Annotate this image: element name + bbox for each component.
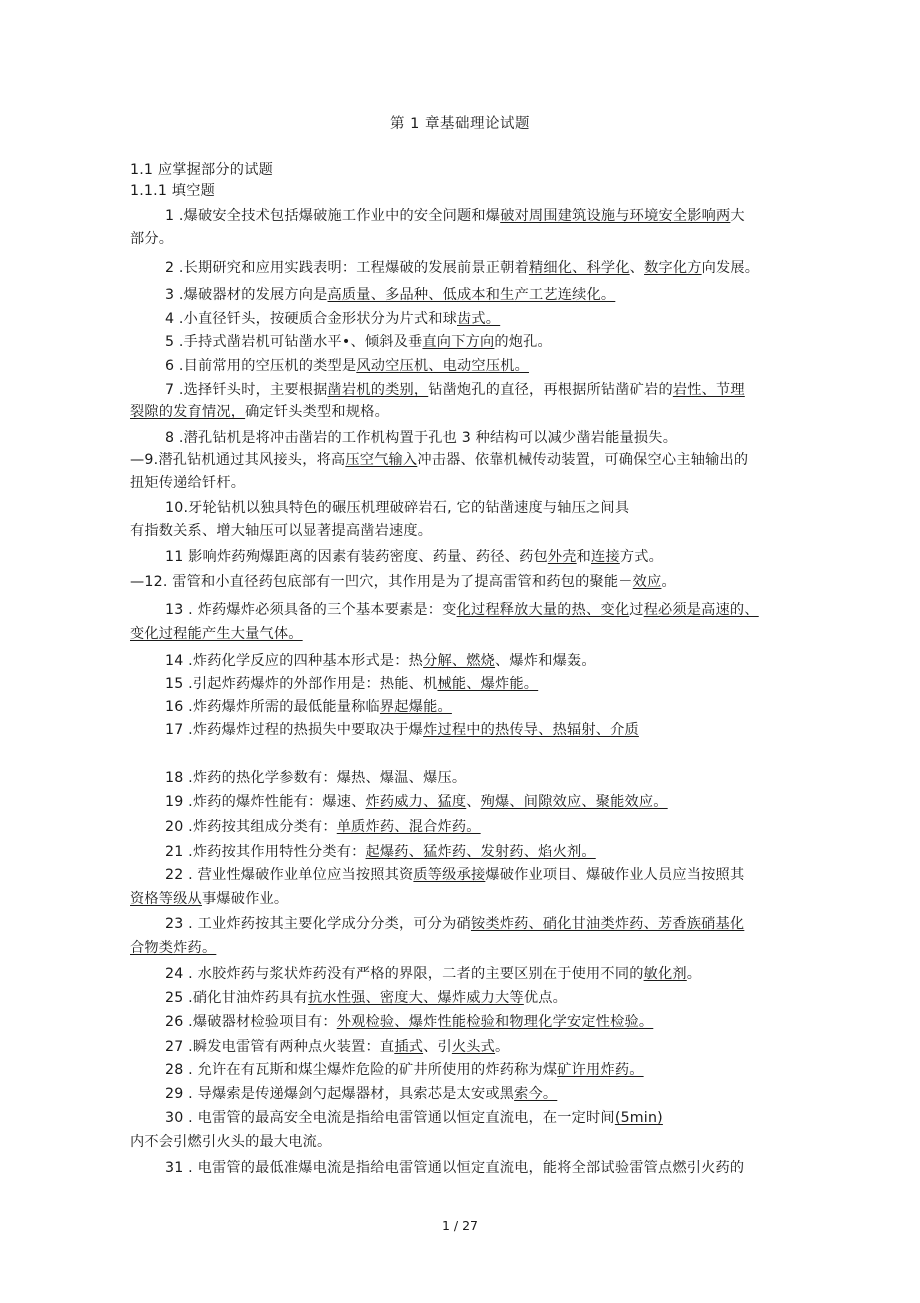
line-text: 21 .炸药按其作用特性分类有：: [165, 844, 366, 860]
line-text: 、: [629, 260, 645, 276]
question-line: [130, 402, 389, 422]
answer-underline: 矿许用炸药。: [557, 1062, 644, 1078]
answer-underline: 分解、燃烧: [423, 653, 496, 669]
line-text: 、爆炸和爆轰。: [495, 653, 596, 669]
line-text: 优点。: [523, 990, 567, 1006]
line-text: 14 .炸药化学反应的四种基本形式是：热: [165, 653, 424, 669]
answer-underline: 械能、爆炸能。: [437, 676, 539, 692]
answer-underline: 齿式。: [457, 311, 501, 327]
line-text: 8 .潜孔钻机是将冲击凿岩的工作机构置于孔也 3 种结构可以减少凿岩能量损失。: [165, 430, 678, 446]
question-line: [165, 842, 596, 862]
line-text: 29 . 导爆索是传递爆剑勺起爆器材，具索芯是太安或黑: [165, 1086, 515, 1102]
answer-underline: 炸过程中的热传导、热辐射、介质: [423, 722, 639, 738]
answer-underline: 外观检验、爆炸性能检验和物理化学安定性检验。: [336, 1014, 654, 1030]
line-text: 22 . 营业性爆破作业单位应当按照其资: [165, 867, 414, 883]
answer-underline: 岩性、节理: [672, 382, 745, 398]
question-line: [165, 206, 745, 226]
answer-underline: 单质炸药、混合炸药。: [336, 819, 481, 835]
line-text: 18 .炸药的热化学参数有：爆热、爆温、爆压。: [165, 770, 467, 786]
line-text: 1.1.1 填空题: [130, 183, 215, 199]
line-text: 17 .炸药爆炸过程的热损失中要取决于爆: [165, 722, 424, 738]
answer-underline: 起爆药、猛炸药、发射药、焰火剂。: [365, 844, 596, 860]
answer-underline: 效应: [632, 574, 662, 590]
line-text: 25 .硝化甘油炸药具有: [165, 990, 308, 1006]
line-text: 11 影响炸药殉爆距离的因素有装药密度、药量、药径、药包: [165, 549, 548, 565]
line-text: 24 . 水胶炸药与浆状炸药没有严格的界限，二者的主要区别在于使用不同的: [165, 966, 644, 982]
line-text: 2 .长期研究和应用实践表明：工程爆破的发展前景正朝着: [165, 260, 529, 276]
answer-underline: 铵类炸药、硝化甘油类炸药、芳香族硝基化: [470, 916, 745, 932]
question-line: [165, 914, 744, 934]
question-line: [130, 938, 216, 958]
line-text: 28 . 允许在有瓦斯和煤尘爆炸危险的矿井所使用的炸药称为煤: [165, 1062, 558, 1078]
question-line: [165, 380, 745, 400]
question-line: [165, 697, 452, 717]
line-text: 6 .目前常用的空压机的类型是: [165, 358, 357, 374]
answer-underline: 直向下方向: [422, 334, 495, 350]
line-text: 有指数关系、增大轴压可以显著提高凿岩速度。: [130, 523, 433, 539]
line-text: 15 .引起炸药爆炸的外部作用是：热能、机: [165, 676, 438, 692]
line-text: 。: [495, 1039, 510, 1055]
answer-underline: 火头式: [451, 1039, 496, 1055]
answer-underline: 凿岩机的类别，: [327, 382, 429, 398]
question-line: [165, 1108, 663, 1128]
question-line: [165, 768, 466, 788]
line-text: 30 . 电雷管的最高安全电流是指给电雷管通以恒定直流电，在一定时间: [165, 1110, 615, 1126]
question-line: [130, 450, 748, 470]
line-text: 方式。: [619, 549, 663, 565]
line-text: 4 .小直径钎头，按硬质合金形状分为片式和球: [165, 311, 458, 327]
section-heading: [130, 160, 273, 180]
line-text: 5 .手持式凿岩机可钻凿水平•、倾斜及垂: [165, 334, 423, 350]
line-text: 爆破作业项目、爆破作业人员应当按照其: [485, 867, 745, 883]
line-text: 扭矩传递给钎杆。: [130, 475, 246, 491]
line-text: 冲击器、依靠机械传动装置，可确保空心主轴输出的: [417, 452, 749, 468]
answer-underline: 敏化剂: [643, 966, 687, 982]
line-text: 。: [686, 966, 702, 982]
answer-underline: 抗水性强、密度大、爆炸威力大等: [307, 990, 524, 1006]
answer-underline: 化过程释放大量的热、变化: [456, 602, 630, 618]
line-text: 1.1 应掌握部分的试题: [130, 162, 273, 178]
question-line: [165, 988, 567, 1008]
page-number: 1 / 27: [441, 1218, 479, 1233]
line-text: 事爆破作业。: [201, 891, 289, 907]
answer-underline: 数字化方: [644, 260, 702, 276]
line-text: 3 .爆破器材的发展方向是: [165, 287, 328, 303]
answer-underline: 高质量、多品种、低成本和生产工艺连续化。: [327, 287, 616, 303]
line-text: 27 .瞬发电雷管有两种点火装置：直: [165, 1039, 395, 1055]
line-text: —12. 雷管和小直径药包底部有一凹穴，其作用是为了提高雷管和药包的聚能－: [130, 574, 633, 590]
answer-underline: 精细化、科学化: [528, 260, 630, 276]
answer-underline: 界起爆能。: [379, 699, 452, 715]
question-line: [130, 229, 173, 249]
question-line: [165, 547, 663, 567]
question-line: [130, 473, 245, 493]
line-text: 大: [730, 208, 745, 224]
question-line: [165, 792, 668, 812]
question-line: [165, 332, 552, 352]
answer-underline: 质等级承接: [413, 867, 486, 883]
question-line: [165, 964, 701, 984]
line-text: 1 .爆破安全技术包括爆破施工作业中的安全问题和爆: [165, 208, 501, 224]
question-line: [165, 1012, 653, 1032]
line-text: 31 . 电雷管的最低准爆电流是指给电雷管通以恒定直流电，能将全部试验雷管点燃引火药的: [165, 1160, 745, 1176]
answer-underline: 程必须是高速的、: [643, 602, 759, 618]
answer-underline: 索今。: [514, 1086, 558, 1102]
line-text: 过: [629, 602, 644, 618]
subsection-heading: [130, 181, 215, 201]
question-line: [165, 817, 481, 837]
line-text: 26 .爆破器材检验项目有：: [165, 1014, 337, 1030]
answer-underline: 炸药威力、猛度: [365, 794, 467, 810]
line-text: 、: [466, 794, 481, 810]
answer-underline: 合物类炸药。: [130, 940, 217, 956]
line-text: —9.潜孔钻机通过其风接头，将高: [130, 452, 346, 468]
line-text: 确定钎头类型和规格。: [245, 404, 389, 420]
question-line: [165, 1060, 644, 1080]
line-text: 部分。: [130, 231, 174, 247]
line-text: 的炮孔。: [494, 334, 552, 350]
question-line: [165, 258, 759, 278]
line-text: 19 .炸药的爆炸性能有：爆速、: [165, 794, 366, 810]
question-line: [165, 1084, 557, 1104]
line-text: 10.牙轮钻机以独具特色的碾压机理破碎岩石, 它的钻凿速度与轴压之间具: [165, 500, 630, 516]
page-title: 第 1 章基础理论试题: [390, 116, 530, 132]
answer-underline: 连接: [591, 549, 620, 565]
line-text: 20 .炸药按其组成分类有：: [165, 819, 337, 835]
line-text: 。: [661, 574, 676, 590]
answer-underline: 压空气输入: [345, 452, 418, 468]
answer-underline: 破对周围建筑设施与环境安全影响两: [500, 208, 731, 224]
line-text: 钻凿炮孔的直径，再根据所钻凿矿岩的: [428, 382, 673, 398]
answer-underline: 插式: [394, 1039, 424, 1055]
line-text: 16 .炸药爆炸所需的最低能量称临: [165, 699, 380, 715]
question-line: [165, 720, 639, 740]
question-line: [165, 600, 759, 620]
answer-underline: 变化过程能产生大量气体。: [130, 626, 303, 642]
question-line: [165, 285, 615, 305]
question-line: [165, 1158, 744, 1178]
question-line: [130, 1132, 331, 1152]
line-text: 23 . 工业炸药按其主要化学成分分类，可分为硝: [165, 916, 471, 932]
answer-underline: (5min): [614, 1110, 663, 1126]
answer-underline: 裂隙的发育情况，: [130, 404, 246, 420]
question-line: [130, 572, 676, 592]
answer-underline: 殉爆、间隙效应、聚能效应。: [480, 794, 668, 810]
answer-underline: 资格等级从: [130, 891, 202, 907]
question-line: [165, 674, 538, 694]
question-line: [165, 1037, 509, 1057]
line-text: 内不会引燃引火头的最大电流。: [130, 1134, 332, 1150]
question-line: [130, 521, 432, 541]
line-text: 7 .选择钎头时，主要根据: [165, 382, 328, 398]
line-text: 13 . 炸药爆炸必须具备的三个基本要素是：变: [165, 602, 457, 618]
question-line: [165, 428, 677, 448]
question-line: [165, 498, 629, 518]
question-line: [165, 865, 744, 885]
question-line: [165, 309, 500, 329]
question-line: [165, 356, 529, 376]
answer-underline: 风动空压机、电动空压机。: [356, 358, 529, 374]
line-text: 、引: [423, 1039, 452, 1055]
question-line: [165, 651, 596, 671]
answer-underline: 外壳: [547, 549, 577, 565]
line-text: 和: [576, 549, 592, 565]
line-text: 向发展。: [701, 260, 760, 276]
question-line: [130, 889, 288, 909]
question-line: [130, 624, 303, 644]
